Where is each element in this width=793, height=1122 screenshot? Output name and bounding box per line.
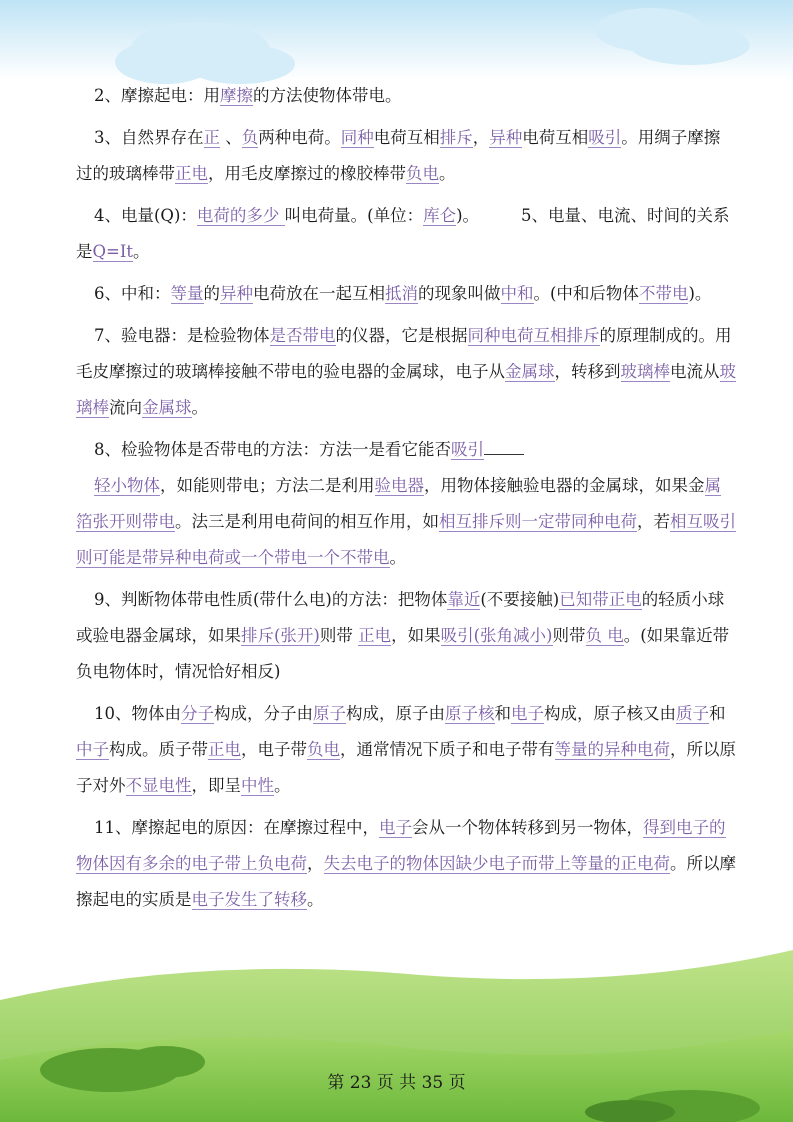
item-10 — [76, 696, 736, 804]
text: 电荷放在一起互相 — [253, 284, 385, 303]
answer: 金属球 — [142, 398, 192, 417]
page-number-footer: 第 23 页 共 35 页 — [327, 1073, 466, 1093]
item-2 — [76, 78, 736, 114]
item-9 — [76, 582, 736, 690]
answer: 玻璃棒 — [76, 362, 736, 417]
text: 的 — [203, 284, 220, 303]
answer: 吸引 — [451, 440, 484, 459]
answer: 轻小物体 — [94, 476, 160, 495]
text: 。 — [274, 776, 291, 795]
answer: 质子 — [676, 704, 709, 723]
text: 。 — [133, 242, 150, 261]
answer: 排斥 — [439, 128, 473, 147]
answer: 原子 — [313, 704, 346, 723]
answer: 排斥(张开) — [241, 626, 320, 645]
answer: 同种电荷互相排斥 — [467, 326, 600, 345]
answer: 是否带电 — [269, 326, 336, 345]
answer: Q=It — [92, 242, 134, 261]
text: 的方法使物体带电。 — [253, 86, 402, 105]
answer: 电荷的多少 — [196, 206, 285, 225]
answer: 吸引 — [588, 128, 622, 147]
text: 。 — [191, 398, 208, 417]
text: ，所以原子对外 — [76, 740, 736, 795]
text: 。(中和后物体 — [533, 284, 639, 303]
text: 电荷互相 — [373, 128, 440, 147]
text: ，如果 — [391, 626, 441, 645]
text: 则带 — [552, 626, 586, 645]
text: 和 — [709, 704, 726, 723]
answer: 不显电性 — [125, 776, 192, 795]
answer: 相互吸引则可能是带异种电荷或一个带电一个不带电 — [76, 512, 736, 567]
text: 流向 — [109, 398, 142, 417]
text: 会从一个物体转移到另一物体， — [412, 818, 643, 837]
text: 。法三是利用电荷间的相互作用，如 — [175, 512, 439, 531]
answer: 中子 — [76, 740, 109, 759]
text: ，如能则带电；方法二是利用 — [160, 476, 375, 495]
answer: 异种 — [220, 284, 253, 303]
answer: 正电 — [208, 740, 241, 759]
text: 6、中和： — [94, 284, 171, 303]
text: )。 5、电量、电流、时间的关系是 — [76, 206, 730, 261]
answer: 相互排斥则一定带同种电荷 — [439, 512, 637, 531]
text: 4、电量(Q)： — [94, 206, 197, 225]
item-6 — [76, 276, 736, 312]
answer: 等量 — [170, 284, 204, 303]
text: 的轻质小球或验电器金属球，如果 — [76, 590, 725, 645]
text: 3、自然界存在 — [94, 128, 204, 147]
text: 则带 — [319, 626, 359, 645]
answer: 中和 — [500, 284, 534, 303]
answer: 验电器 — [374, 476, 424, 495]
text: ，电子带 — [241, 740, 307, 759]
text: ，即呈 — [191, 776, 241, 795]
answer: 金属球 — [505, 362, 555, 381]
answer: 负电 — [307, 740, 340, 759]
text: 。(如果靠近带负电物体时，情况恰好相反) — [76, 626, 730, 681]
answer: 摩擦 — [220, 86, 253, 105]
answer: 属箔张开则带电 — [76, 476, 721, 531]
blank-line — [484, 453, 524, 455]
text: 构成，分子由 — [214, 704, 313, 723]
text: 构成。质子带 — [109, 740, 208, 759]
item-3 — [76, 120, 736, 192]
answer: 中性 — [241, 776, 274, 795]
text: 、 — [220, 128, 242, 147]
text: 11、摩擦起电的原因：在摩擦过程中， — [94, 818, 379, 837]
text: 8、检验物体是否带电的方法：方法一是看它能否 — [94, 440, 451, 459]
answer: 异种 — [489, 128, 523, 147]
text: 。所以摩擦起电的实质是 — [76, 854, 736, 909]
answer: 负 — [241, 128, 259, 147]
text: 2、摩擦起电：用 — [94, 86, 220, 105]
text: 。 — [439, 164, 456, 183]
item-7 — [76, 318, 736, 426]
item-4-5 — [76, 198, 736, 270]
answer: 得到电子的物体因有多余的电子带上负电荷 — [76, 818, 726, 873]
answer: 失去电子的物体因缺少电子而带上等量的正电荷 — [323, 854, 670, 873]
answer: 原子核 — [445, 704, 495, 723]
text: ， — [307, 854, 324, 873]
text: ， — [472, 128, 490, 147]
text: 7、验电器：是检验物体 — [94, 326, 270, 345]
answer: 抵消 — [385, 284, 418, 303]
text: 和 — [494, 704, 511, 723]
text: 电荷互相 — [522, 128, 589, 147]
text: 。 — [307, 890, 324, 909]
answer: 玻璃棒 — [620, 362, 670, 381]
text: 。用绸子摩擦过的玻璃棒带 — [76, 128, 721, 183]
answer: 已知带正电 — [559, 590, 642, 609]
text: ，用物体接触验电器的金属球，如果金 — [424, 476, 705, 495]
item-11 — [76, 810, 736, 918]
answer: 吸引(张角减小) — [440, 626, 553, 645]
answer: 库仑 — [423, 206, 457, 225]
text: 的原理制成的。用毛皮摩擦过的玻璃棒接触不带电的验电器的金属球，电子从 — [76, 326, 732, 381]
text: 的现象叫做 — [418, 284, 501, 303]
text: (不要接触) — [480, 590, 560, 609]
answer: 正电 — [358, 626, 392, 645]
text: ，通常情况下质子和电子带有 — [340, 740, 555, 759]
text: 10、物体由 — [94, 704, 181, 723]
text: 构成，原子由 — [346, 704, 445, 723]
answer: 电子 — [379, 818, 412, 837]
text: ，若 — [637, 512, 670, 531]
answer: 电子发生了转移 — [191, 890, 307, 909]
answer: 分子 — [181, 704, 214, 723]
text: 两种电荷。 — [258, 128, 341, 147]
text: 的仪器，它是根据 — [335, 326, 468, 345]
text: ，用毛皮摩擦过的橡胶棒带 — [208, 164, 406, 183]
answer: 正 — [203, 128, 220, 147]
answer: 电子 — [511, 704, 544, 723]
item-8 — [76, 432, 736, 576]
text: 电流从 — [670, 362, 720, 381]
answer: 等量的异种电荷 — [554, 740, 670, 759]
answer: 负 电 — [585, 626, 624, 645]
answer: 不带电 — [638, 284, 689, 303]
answer: 同种 — [340, 128, 374, 147]
answer: 正电 — [175, 164, 208, 183]
answer: 靠近 — [447, 590, 481, 609]
text: 。 — [389, 548, 406, 567]
document-body — [76, 78, 736, 924]
text: 构成，原子核又由 — [544, 704, 676, 723]
text: ，转移到 — [554, 362, 621, 381]
text: )。 — [688, 284, 712, 303]
text: 叫电荷量。(单位： — [284, 206, 424, 225]
text: 9、判断物体带电性质(带什么电)的方法：把物体 — [94, 590, 448, 609]
answer: 负电 — [406, 164, 439, 183]
